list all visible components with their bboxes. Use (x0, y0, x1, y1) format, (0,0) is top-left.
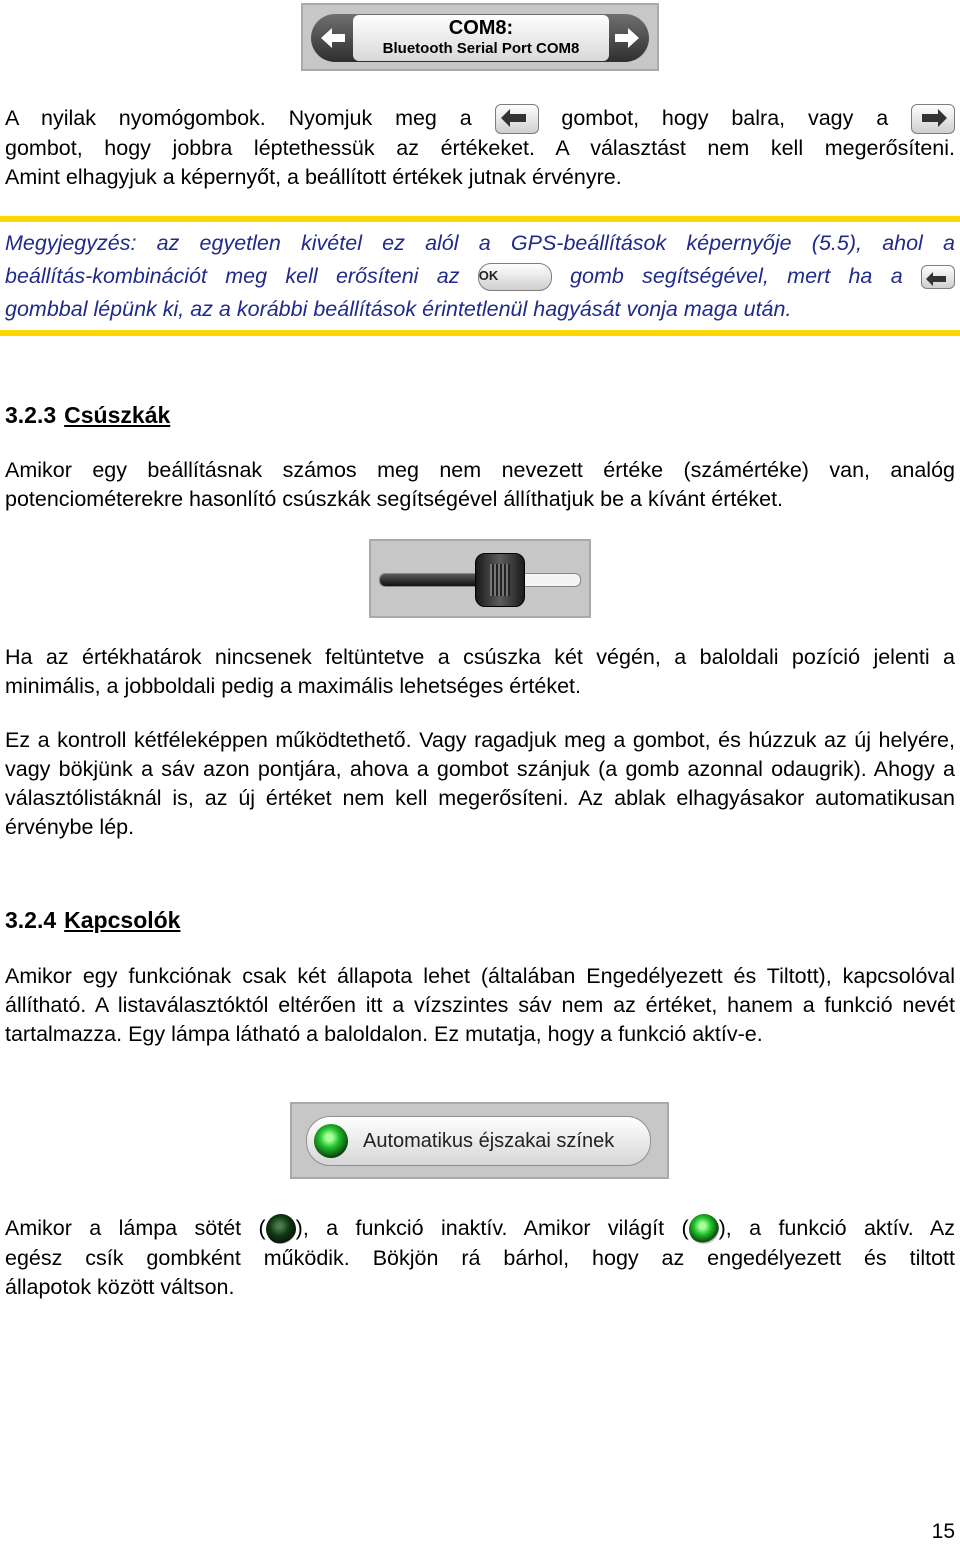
slider-example (369, 539, 591, 618)
switch-intro-paragraph: Amikor egy funkciónak csak két állapota lehet (általában Engedélyezett és Tiltott), kapcsolóval állítható. A listaválasztóktól eltérően itt a vízszintes sáv nem az értéket, hanem a funkció nevét tartalmazza. Egy lámpa látható a baloldalon. Ez mutatja, hogy a funkció aktív-e. (5, 964, 955, 1046)
intro-line-1 (5, 104, 955, 134)
section-number: 3.2.3 (5, 402, 57, 428)
arrow-right-icon (614, 27, 640, 49)
slider-usage-paragraph: Ez a kontroll kétféleképpen működtethető. Vagy ragadjuk meg a gombot, és húzzuk az új helyére, vagy bökjünk a sáv azon pontjára, ahova a gombot szánjuk (a gomb azonnal odaugrik). Ahogy a választólistáknál is, az új értéket nem kell megerősíteni. Az ablak elhagyásakor automatikusan érvénybe lép. (5, 728, 955, 839)
note-paragraph (5, 227, 955, 326)
intro-line-2: gombot, hogy jobbra léptethessük az értékeket. A választást nem kell megerősíteni. (5, 136, 955, 161)
arrow-left-icon (496, 105, 536, 131)
arrow-left-button[interactable] (313, 15, 353, 61)
com-subtitle: Bluetooth Serial Port COM8 (382, 40, 580, 57)
section-title: Csúszkák (64, 402, 171, 428)
lamp-on-icon (314, 1124, 348, 1158)
intro-text-1a: A nyilak nyomógombok. Nyomjuk meg a (5, 106, 472, 130)
com-display (353, 15, 609, 61)
lamp-text-c: ), a funkció aktív. Az (718, 1216, 955, 1240)
inline-left-arrow-button (495, 104, 539, 134)
note-text-2a: beállítás-kombinációt meg kell erősíteni az (5, 264, 460, 288)
slider-limits-paragraph: Ha az értékhatárok nincsenek feltüntetve a csúszka két végén, a baloldali pozíció jelenti a minimális, a jobboldali pedig a maximális lehetséges értéket. (5, 645, 955, 698)
note-line-1: Megyjegyzés: az egyetlen kivétel ez alól a GPS-beállítások képernyője (5.5), ahol a (5, 231, 955, 255)
lamp-off-icon (266, 1214, 296, 1244)
lamp-text-b: ), a funkció inaktív. Amikor világít ( (295, 1216, 689, 1240)
lamp-line-2: egész csík gombként működik. Bökjön rá bárhol, hogy az engedélyezett és tiltott (5, 1246, 955, 1271)
lamp-on-icon (689, 1214, 719, 1244)
ok-button (478, 263, 552, 291)
note-text-2b: gomb segítségével, mert ha a (570, 264, 903, 288)
switch-label: Automatikus éjszakai színek (363, 1130, 615, 1152)
ok-button-label: OK (478, 268, 499, 284)
switch-example (290, 1102, 669, 1179)
intro-line-3: Amint elhagyjuk a képernyőt, a beállított értékek jutnak érvényre. (5, 165, 622, 190)
section-heading-switches (5, 905, 180, 935)
intro-paragraph (5, 104, 955, 192)
slider-knob[interactable] (475, 553, 525, 607)
inline-right-arrow-button (911, 104, 955, 134)
arrow-left-icon (320, 27, 346, 49)
lamp-line-1 (5, 1214, 955, 1244)
arrow-right-icon (912, 105, 952, 131)
lamp-state-paragraph (5, 1214, 955, 1302)
note-line-3: gombbal lépünk ki, az a korábbi beállítások érintetlenül hagyását vonja maga után. (5, 297, 792, 321)
inline-back-button (921, 265, 955, 289)
page-number: 15 (931, 1520, 955, 1543)
slider-intro-paragraph: Amikor egy beállításnak számos meg nem nevezett értéke (számértéke) van, analóg potenciométerekre hasonlító csúszkák segítségével állíthatjuk be a kívánt értéket. (5, 458, 955, 511)
lamp-line-3: állapotok között váltson. (5, 1275, 235, 1300)
section-heading-sliders (5, 400, 170, 430)
note-line-2 (5, 260, 955, 293)
arrow-left-icon (922, 269, 952, 289)
lamp-text-a: Amikor a lámpa sötét ( (5, 1216, 266, 1240)
section-number: 3.2.4 (5, 907, 57, 933)
night-colors-switch[interactable] (306, 1116, 651, 1166)
section-title: Kapcsolók (64, 907, 181, 933)
com-port-selector (301, 3, 659, 71)
com-title: COM8: (448, 17, 514, 39)
intro-text-1b: gombot, hogy balra, vagy a (561, 106, 889, 130)
slider-knob-grip (490, 564, 510, 596)
arrow-right-button[interactable] (607, 15, 647, 61)
